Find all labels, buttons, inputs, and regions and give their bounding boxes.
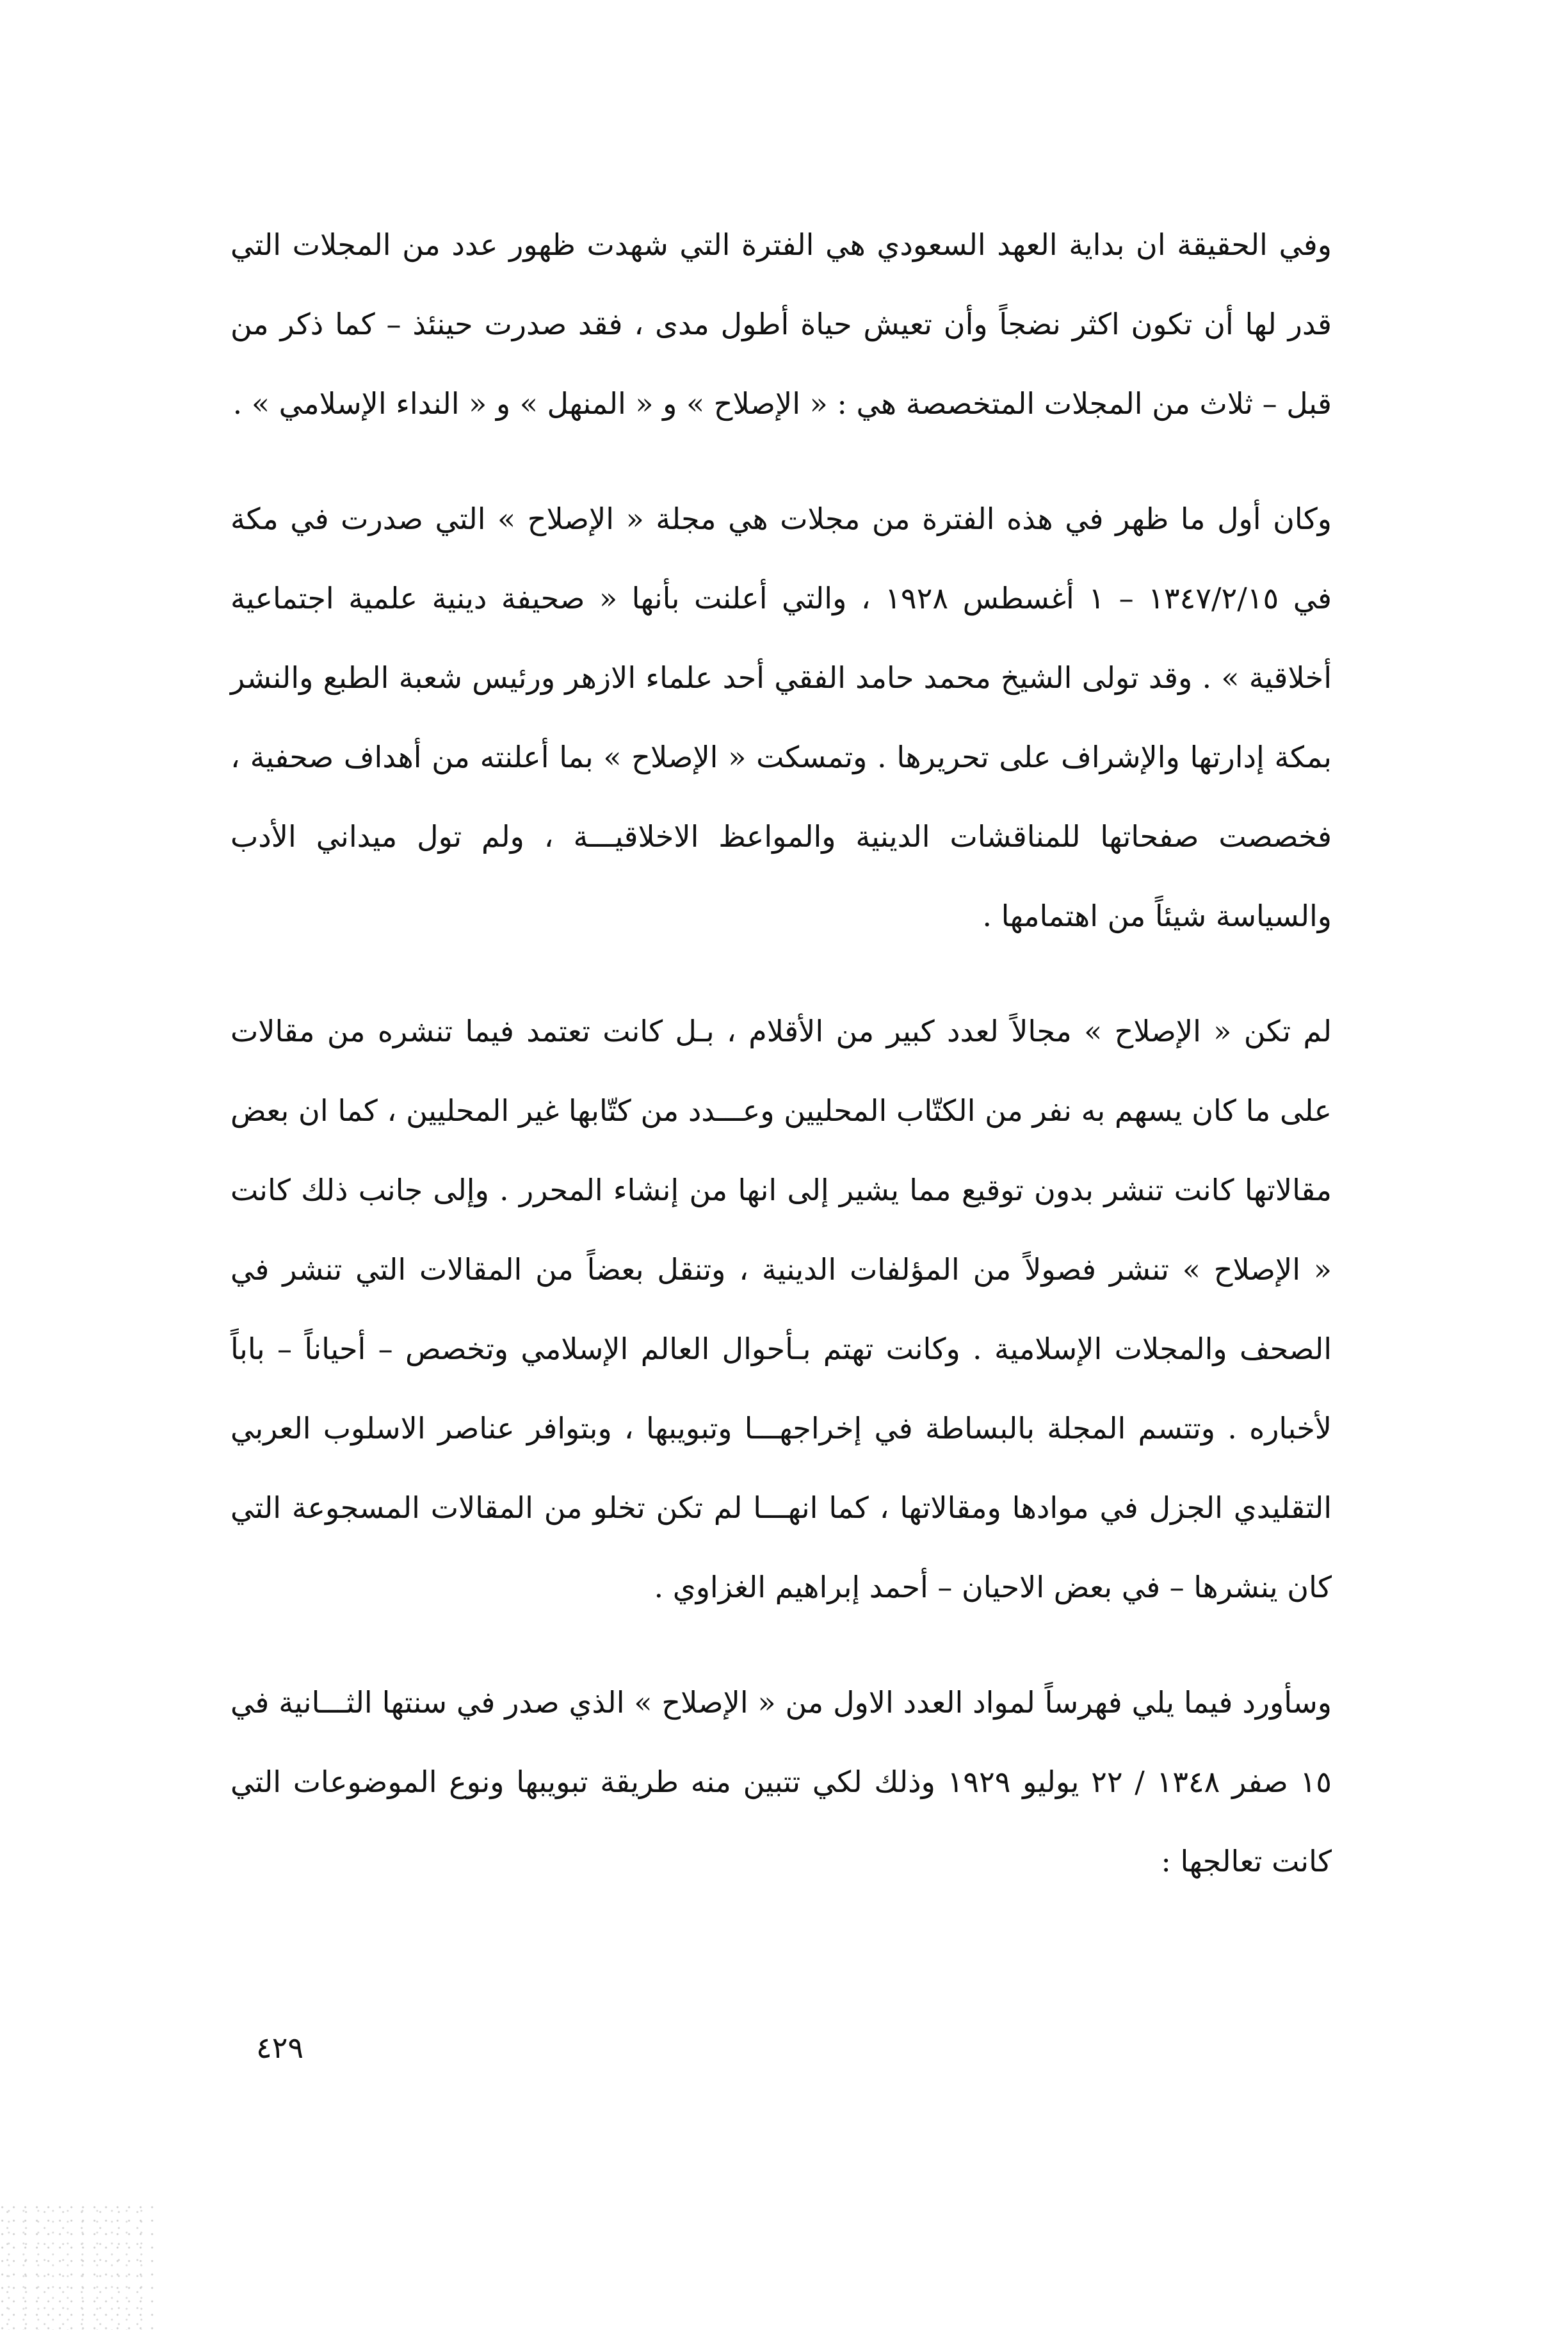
- paragraph-1: وفي الحقيقة ان بداية العهد السعودي هي الفترة التي شهدت ظهور عدد من المجلات التي قدر لها أن تكون اكثر نضجاً وأن تعيش حياة أطول مدى ، فقد صدرت حينئذ – كما ذكر من قبل – ثلاث من المجلات المتخصصة هي : « الإصلاح » و « المنهل » و « النداء الإسلامي » .: [230, 227, 1332, 421]
- paragraph-3: لم تكن « الإصلاح » مجالاً لعدد كبير من الأقلام ، بـل كانت تعتمد فيما تنشره من مقالات على ما كان يسهم به نفر من الكتّاب المحليين وعـــدد من كتّابها غير المحليين ، كما ان بعض مقالاتها كانت تنشر بدون توقيع مما يشير إلى انها من إنشاء المحرر . وإلى جانب ذلك كانت « الإصلاح » تنشر فصولاً من المؤلفات الدينية ، وتنقل بعضاً من المقالات التي تنشر في الصحف والمجلات الإسلامية . وكانت تهتم بـأحوال العالم الإسلامي وتخصص – أحياناً – باباً لأخباره . وتتسم المجلة بالبساطة في إخراجهـــا وتبويبها ، وبتوافر عناصر الاسلوب العربي التقليدي الجزل في موادها ومقالاتها ، كما انهـــا لم تكن تخلو من المقالات المسجوعة التي كان ينشرها – في بعض الاحيان – أحمد إبراهيم الغزاوي .: [230, 1014, 1332, 1604]
- paragraph-2: وكان أول ما ظهر في هذه الفترة من مجلات هي مجلة « الإصلاح » التي صدرت في مكة في ١٣٤٧/٢/١٥ – ١ أغسطس ١٩٢٨ ، والتي أعلنت بأنها « صحيفة دينية علمية اجتماعية أخلاقية » . وقد تولى الشيخ محمد حامد الفقي أحد علماء الازهر ورئيس شعبة الطبع والنشر بمكة إدارتها والإشراف على تحريرها . وتمسكت « الإصلاح » بما أعلنته من أهداف صحفية ، فخصصت صفحاتها للمناقشات الدينية والمواعظ الاخلاقيـــة ، ولم تول ميداني الأدب والسياسة شيئاً من اهتمامها .: [230, 501, 1332, 933]
- paragraph-4: وسأورد فيما يلي فهرساً لمواد العدد الاول من « الإصلاح » الذي صدر في سنتها الثـــانية في ١٥ صفر ١٣٤٨ / ٢٢ يوليو ١٩٢٩ وذلك لكي تتبين منه طريقة تبويبها ونوع الموضوعات التي كانت تعالجها :: [230, 1685, 1332, 1878]
- scan-noise: [0, 2203, 154, 2330]
- page-number: ٤٢٩: [256, 2030, 304, 2065]
- body-text: [230, 205, 1332, 1937]
